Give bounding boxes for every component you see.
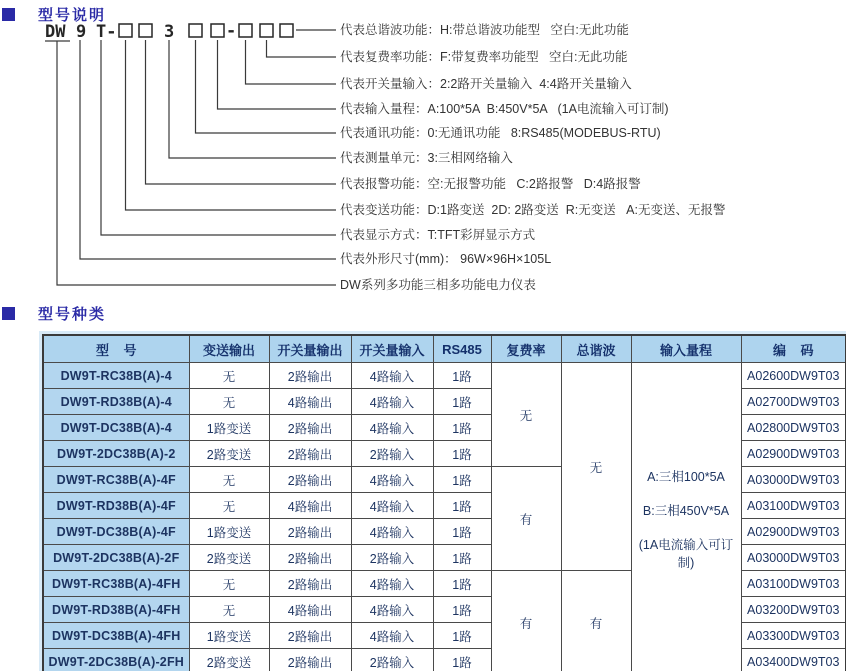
transmit-cell: 1路变送: [189, 519, 269, 545]
label-measure-unit: 代表测量单元：3:三相网络输入: [340, 151, 513, 165]
model-cell: DW9T-DC38B(A)-4FH: [43, 623, 189, 649]
code-cell: A03200DW9T03: [741, 597, 846, 623]
square-bullet-icon: [2, 307, 15, 320]
model-cell: DW9T-2DC38B(A)-2: [43, 441, 189, 467]
transmit-cell: 2路变送: [189, 545, 269, 571]
header-code: 编 码: [741, 335, 846, 363]
code-box-transmit: [119, 24, 132, 37]
harmonic-merged-cell: 有: [561, 571, 631, 671]
rs485-cell: 1路: [433, 623, 491, 649]
model-cell: DW9T-RD38B(A)-4FH: [43, 597, 189, 623]
rs485-cell: 1路: [433, 597, 491, 623]
model-types-table: [42, 334, 846, 671]
code-display-t: T-: [96, 22, 117, 42]
switch-out-cell: 2路输出: [269, 441, 351, 467]
code-size-9: 9: [76, 22, 87, 42]
code-dash: -: [226, 21, 237, 41]
code-box-alarm: [139, 24, 152, 37]
code-cell: A02800DW9T03: [741, 415, 846, 441]
label-dimensions: 代表外形尺寸(mm)： 96W×96H×105L: [340, 252, 552, 266]
rs485-cell: 1路: [433, 519, 491, 545]
switch-out-cell: 4路输出: [269, 493, 351, 519]
switch-in-cell: 4路输入: [351, 597, 433, 623]
rs485-cell: 1路: [433, 389, 491, 415]
code-cell: A03000DW9T03: [741, 545, 846, 571]
range-line-b: B:三相450V*5A: [642, 503, 730, 518]
code-box-comm: [189, 24, 202, 37]
switch-in-cell: 4路输入: [351, 493, 433, 519]
switch-out-cell: 4路输出: [269, 597, 351, 623]
transmit-cell: 无: [189, 363, 269, 389]
section-title-text: 型号说明: [38, 7, 107, 24]
label-harmonic-function: 代表总谐波功能：H:带总谐波功能型 空白:无此功能: [340, 23, 629, 37]
model-cell: DW9T-2DC38B(A)-2FH: [43, 649, 189, 671]
rs485-cell: 1路: [433, 649, 491, 671]
switch-in-cell: 2路输入: [351, 545, 433, 571]
tariff-merged-cell: 无: [491, 363, 561, 467]
table-header-row: [43, 335, 846, 363]
range-line-note: (1A电流输入可订制): [638, 537, 734, 570]
switch-in-cell: 4路输入: [351, 363, 433, 389]
code-cell: A03400DW9T03: [741, 649, 846, 671]
code-box-harmonic: [280, 24, 293, 37]
section-title-model-types: [2, 303, 106, 324]
model-code-diagram: [0, 0, 846, 302]
code-cell: A03000DW9T03: [741, 467, 846, 493]
table-row: [43, 363, 846, 389]
code-unit-3: 3: [164, 22, 175, 42]
model-cell: DW9T-RC38B(A)-4: [43, 363, 189, 389]
header-transmit: 变送输出: [189, 335, 269, 363]
switch-in-cell: 2路输入: [351, 649, 433, 671]
rs485-cell: 1路: [433, 545, 491, 571]
switch-out-cell: 2路输出: [269, 519, 351, 545]
switch-in-cell: 4路输入: [351, 389, 433, 415]
code-box-tariff: [260, 24, 273, 37]
transmit-cell: 无: [189, 571, 269, 597]
header-model: 型 号: [43, 335, 189, 363]
switch-out-cell: 2路输出: [269, 623, 351, 649]
range-line-a: A:三相100*5A: [647, 469, 725, 484]
code-cell: A02900DW9T03: [741, 519, 846, 545]
model-cell: DW9T-RD38B(A)-4: [43, 389, 189, 415]
rs485-cell: 1路: [433, 441, 491, 467]
tariff-merged-cell: 有: [491, 571, 561, 671]
code-cell: A02900DW9T03: [741, 441, 846, 467]
model-cell: DW9T-RD38B(A)-4F: [43, 493, 189, 519]
rs485-cell: 1路: [433, 415, 491, 441]
model-cell: DW9T-RC38B(A)-4F: [43, 467, 189, 493]
label-display-mode: 代表显示方式：T:TFT彩屏显示方式: [340, 228, 536, 242]
switch-out-cell: 2路输出: [269, 363, 351, 389]
model-cell: DW9T-DC38B(A)-4: [43, 415, 189, 441]
rs485-cell: 1路: [433, 493, 491, 519]
header-tariff: 复费率: [491, 335, 561, 363]
rs485-cell: 1路: [433, 363, 491, 389]
transmit-cell: 无: [189, 493, 269, 519]
transmit-cell: 1路变送: [189, 415, 269, 441]
switch-out-cell: 4路输出: [269, 389, 351, 415]
transmit-cell: 2路变送: [189, 649, 269, 671]
transmit-cell: 无: [189, 597, 269, 623]
switch-out-cell: 2路输出: [269, 571, 351, 597]
label-series-description: DW系列多功能三相多功能电力仪表: [340, 278, 536, 292]
switch-out-cell: 2路输出: [269, 545, 351, 571]
transmit-cell: 2路变送: [189, 441, 269, 467]
rs485-cell: 1路: [433, 571, 491, 597]
header-rs485: RS485: [433, 335, 491, 363]
switch-in-cell: 2路输入: [351, 441, 433, 467]
switch-in-cell: 4路输入: [351, 571, 433, 597]
code-box-range: [211, 24, 224, 37]
header-switch-out: 开关量输出: [269, 335, 351, 363]
label-switch-input: 代表开关量输入：2:2路开关量输入 4:4路开关量输入: [340, 77, 632, 91]
transmit-cell: 1路变送: [189, 623, 269, 649]
model-types-table-wrap: [42, 334, 846, 671]
section-title-text: 型号种类: [38, 306, 107, 323]
transmit-cell: 无: [189, 467, 269, 493]
label-transmit-function: 代表变送功能：D:1路变送 2D: 2路变送 R:无变送 A:无变送、无报警: [340, 203, 726, 217]
header-harmonic: 总谐波: [561, 335, 631, 363]
switch-out-cell: 2路输出: [269, 467, 351, 493]
label-input-range: 代表输入量程：A:100*5A B:450V*5A (1A电流输入可订制): [340, 102, 669, 116]
switch-in-cell: 4路输入: [351, 415, 433, 441]
leader-lines: [45, 30, 336, 285]
switch-in-cell: 4路输入: [351, 519, 433, 545]
label-comm-function: 代表通讯功能：0:无通讯功能 8:RS485(MODEBUS-RTU): [340, 126, 661, 140]
switch-out-cell: 2路输出: [269, 649, 351, 671]
code-cell: A02600DW9T03: [741, 363, 846, 389]
code-cell: A02700DW9T03: [741, 389, 846, 415]
switch-in-cell: 4路输入: [351, 467, 433, 493]
model-cell: DW9T-DC38B(A)-4F: [43, 519, 189, 545]
code-cell: A03300DW9T03: [741, 623, 846, 649]
rs485-cell: 1路: [433, 467, 491, 493]
model-cell: DW9T-2DC38B(A)-2F: [43, 545, 189, 571]
switch-in-cell: 4路输入: [351, 623, 433, 649]
code-box-switch-input: [239, 24, 252, 37]
transmit-cell: 无: [189, 389, 269, 415]
header-switch-in: 开关量输入: [351, 335, 433, 363]
code-prefix-dw: DW: [45, 22, 66, 42]
harmonic-merged-cell: 无: [561, 363, 631, 571]
code-cell: A03100DW9T03: [741, 493, 846, 519]
label-tariff-function: 代表复费率功能：F:带复费率功能型 空白:无此功能: [340, 50, 628, 64]
code-cell: A03100DW9T03: [741, 571, 846, 597]
header-input-range: 输入量程: [631, 335, 741, 363]
tariff-merged-cell: 有: [491, 467, 561, 571]
switch-out-cell: 2路输出: [269, 415, 351, 441]
input-range-merged-cell: [631, 363, 741, 671]
model-cell: DW9T-RC38B(A)-4FH: [43, 571, 189, 597]
label-alarm-function: 代表报警功能：空:无报警功能 C:2路报警 D:4路报警: [340, 177, 641, 191]
